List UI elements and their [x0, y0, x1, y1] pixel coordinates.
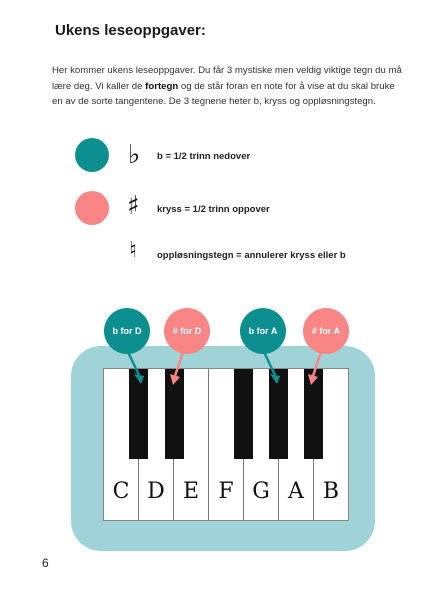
note-label: D [147, 479, 165, 504]
intro-text-start: Her kommer ukens leseoppgaver. Du får 3 mystiske men veldig viktige tegn du må lære deg. Vi kaller de [52, 65, 402, 92]
sharp-icon: ♯ [127, 191, 140, 221]
legend-natural-label: oppløsningstegn = annulerer kryss eller b [157, 250, 346, 261]
intro-bold-term: fortegn [145, 80, 179, 92]
note-label: G [252, 479, 270, 504]
arrow-sharp-for-d [170, 352, 183, 385]
bubble-sharp-for-a: # for A [303, 308, 349, 354]
note-label: A [288, 479, 304, 504]
bubble-b-for-a: b for A [240, 308, 286, 354]
legend-flat-label: b = 1/2 trinn nedover [157, 151, 251, 162]
arrow-b-for-a [264, 352, 280, 384]
arrow-b-for-d [128, 352, 144, 384]
note-label: B [322, 479, 340, 504]
note-label: C [112, 479, 130, 504]
arrow-sharp-for-a [308, 352, 321, 385]
intro-text-end: og de står foran en note for å vise at du skal bruke en av de sorte tangentene. De 3 tegnene heter b, kryss og oppløsningstegn. [52, 80, 395, 107]
note-label: E [182, 479, 200, 504]
page-title: Ukens leseoppgaver: [55, 22, 206, 39]
page-number: 6 [42, 556, 49, 570]
legend-sharp-label: kryss = 1/2 trinn oppover [157, 204, 270, 215]
note-label: F [218, 479, 234, 504]
bubble-sharp-for-d: # for D [164, 308, 210, 354]
natural-icon: ♮ [129, 238, 137, 263]
flat-icon: ♭ [128, 140, 141, 170]
bubble-b-for-d: b for D [104, 308, 150, 354]
